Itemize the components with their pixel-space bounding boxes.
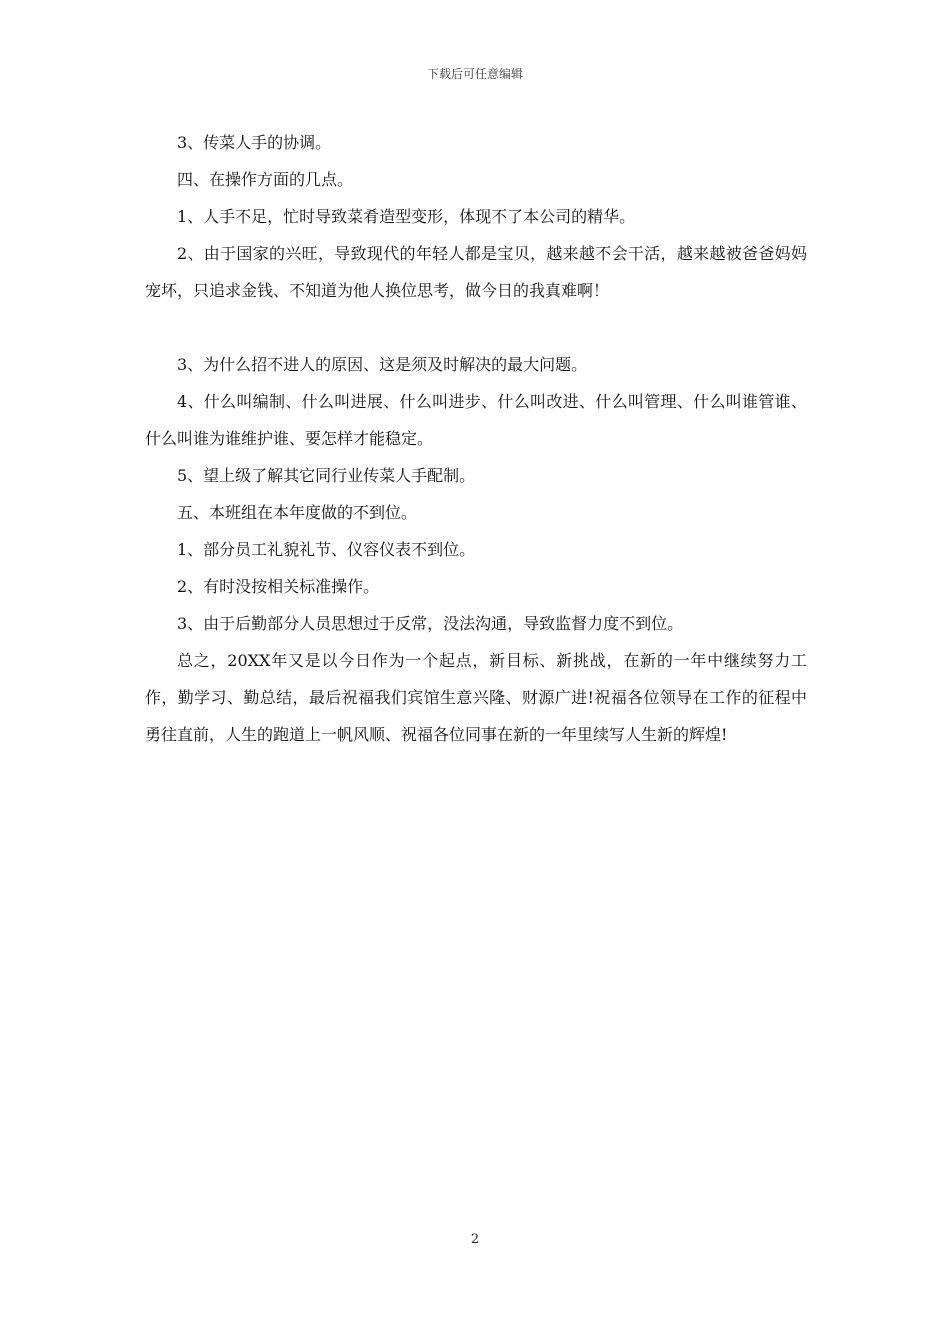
page-number: 2 <box>470 1232 480 1247</box>
paragraph-item-1-staff-shortage: 1、人手不足，忙时导致菜肴造型变形，体现不了本公司的精华。 <box>177 207 636 226</box>
paragraph-item-2-young-people: 2、由于国家的兴旺，导致现代的年轻人都是宝贝，越来越不会干活，越来越被爸爸妈妈宠坏，只追求金钱、不知道为他人换位思考，做今日的我真难啊！ <box>145 244 807 300</box>
section-heading-shortcomings: 五、本班组在本年度做的不到位。 <box>177 503 418 522</box>
paragraph-item-4-management: 4、什么叫编制、什么叫进展、什么叫进步、什么叫改进、什么叫管理、什么叫谁管谁、什么叫谁为谁维护谁、要怎样才能稳定。 <box>145 392 807 448</box>
document-body <box>145 124 807 753</box>
paragraph-item-3-recruitment: 3、为什么招不进人的原因、这是须及时解决的最大问题。 <box>177 355 588 374</box>
paragraph-item-2-standards: 2、有时没按相关标准操作。 <box>177 577 380 596</box>
paragraph-conclusion: 总之，20XX年又是以今日作为一个起点，新目标、新挑战，在新的一年中继续努力工作，勤学习、勤总结，最后祝福我们宾馆生意兴隆、财源广进!祝福各位领导在工作的征程中勇往直前，人生的跑道上一帆风顺、祝福各位同事在新的一年里续写人生新的辉煌! <box>145 651 807 744</box>
blank-line <box>145 309 807 346</box>
paragraph-item-3-coordination: 3、传菜人手的协调。 <box>177 133 332 152</box>
paragraph-item-5-staffing: 5、望上级了解其它同行业传菜人手配制。 <box>177 466 476 485</box>
page-header: 下载后可任意编辑 <box>426 67 523 81</box>
section-heading-operations: 四、在操作方面的几点。 <box>177 170 354 189</box>
paragraph-item-3-supervision: 3、由于后勤部分人员思想过于反常，没法沟通，导致监督力度不到位。 <box>177 614 684 633</box>
paragraph-item-1-etiquette: 1、部分员工礼貌礼节、仪容仪表不到位。 <box>177 540 476 559</box>
